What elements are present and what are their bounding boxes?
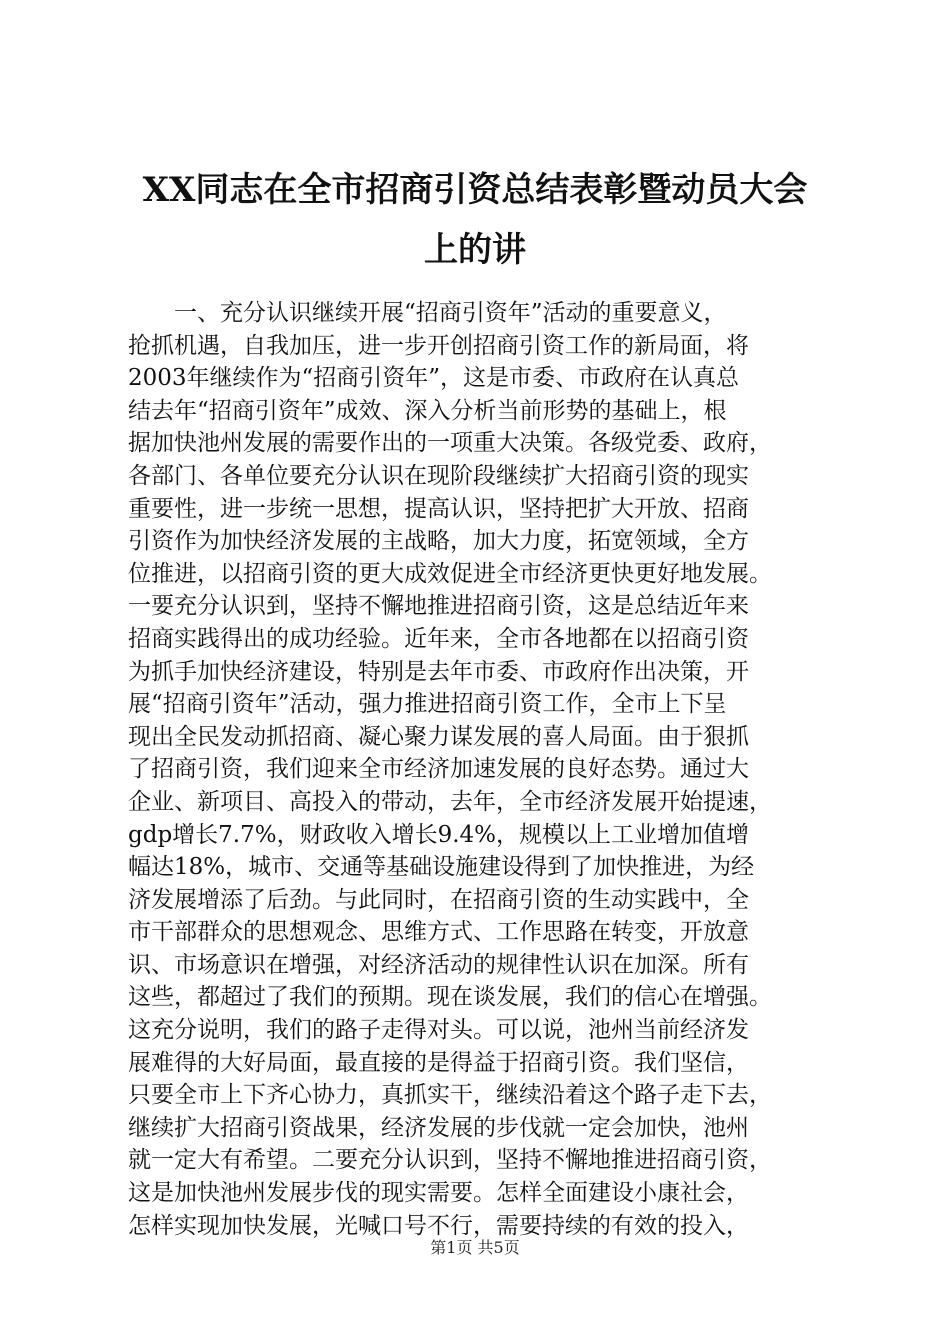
body-line: gdp增长7.7%，财政收入增长9.4%，规模以上工业增加值增 — [128, 821, 750, 848]
body-line: 一、充分认识继续开展“招商引资年”活动的重要意义， — [174, 300, 727, 326]
body-line: 了招商引资，我们迎来全市经济加速发展的良好态势。通过大 — [128, 756, 749, 783]
body-line: 就一定大有希望。二要充分认识到，坚持不懈地推进招商引资， — [128, 1147, 772, 1174]
body-line: 展“招商引资年”活动，强力推进招商引资工作，全市上下呈 — [128, 691, 727, 718]
body-line: 引资作为加快经济发展的主战略，加大力度，拓宽领域，全方 — [128, 528, 749, 555]
body-line: 现出全民发动抓招商、凝心聚力谋发展的喜人局面。由于狠抓 — [128, 723, 749, 750]
title-line-1: XX同志在全市招商引资总结表彰暨动员大会 — [142, 170, 808, 210]
page-footer: 第1页 共5页 — [430, 1238, 520, 1257]
document-title — [100, 160, 850, 280]
body-line: 这些，都超过了我们的预期。现在谈发展，我们的信心在增强。 — [128, 984, 772, 1011]
body-line: 2003年继续作为“招商引资年”，这是市委、市政府在认真总 — [128, 365, 740, 392]
body-line: 据加快池州发展的需要作出的一项重大决策。各级党委、政府， — [128, 430, 772, 457]
body-line: 重要性，进一步统一思想，提高认识，坚持把扩大开放、招商 — [128, 495, 749, 522]
body-paragraph — [128, 297, 848, 1242]
body-line: 展难得的大好局面，最直接的是得益于招商引资。我们坚信， — [128, 1049, 749, 1076]
body-line: 这是加快池州发展步伐的现实需要。怎样全面建设小康社会， — [128, 1180, 749, 1207]
body-line: 位推进，以招商引资的更大成效促进全市经济更快更好地发展。 — [128, 560, 772, 587]
body-line: 为抓手加快经济建设，特别是去年市委、市政府作出决策，开 — [128, 658, 749, 685]
body-line: 济发展增添了后劲。与此同时，在招商引资的生动实践中，全 — [128, 886, 749, 913]
body-line: 各部门、各单位要充分认识在现阶段继续扩大招商引资的现实 — [128, 462, 749, 489]
body-line: 一要充分认识到，坚持不懈地推进招商引资，这是总结近年来 — [128, 593, 749, 620]
body-line: 市干部群众的思想观念、思维方式、工作思路在转变，开放意 — [128, 919, 749, 946]
body-line: 怎样实现加快发展，光喊口号不行，需要持续的有效的投入， — [128, 1212, 749, 1239]
body-line: 招商实践得出的成功经验。近年来，全市各地都在以招商引资 — [128, 625, 749, 652]
body-line: 这充分说明，我们的路子走得对头。可以说，池州当前经济发 — [128, 1017, 749, 1044]
body-line: 结去年“招商引资年”成效、深入分析当前形势的基础上，根 — [128, 397, 727, 424]
body-line: 只要全市上下齐心协力，真抓实干，继续沿着这个路子走下去， — [128, 1082, 772, 1109]
title-line-2: 上的讲 — [424, 230, 526, 270]
body-line: 幅达18%，城市、交通等基础设施建设得到了加快推进，为经 — [128, 854, 755, 881]
body-line: 企业、新项目、高投入的带动，去年，全市经济发展开始提速， — [128, 788, 772, 815]
body-line: 识、市场意识在增强，对经济活动的规律性认识在加深。所有 — [128, 951, 749, 978]
body-line: 继续扩大招商引资战果，经济发展的步伐就一定会加快，池州 — [128, 1114, 749, 1141]
body-line: 抢抓机遇，自我加压，进一步开创招商引资工作的新局面，将 — [128, 332, 749, 359]
